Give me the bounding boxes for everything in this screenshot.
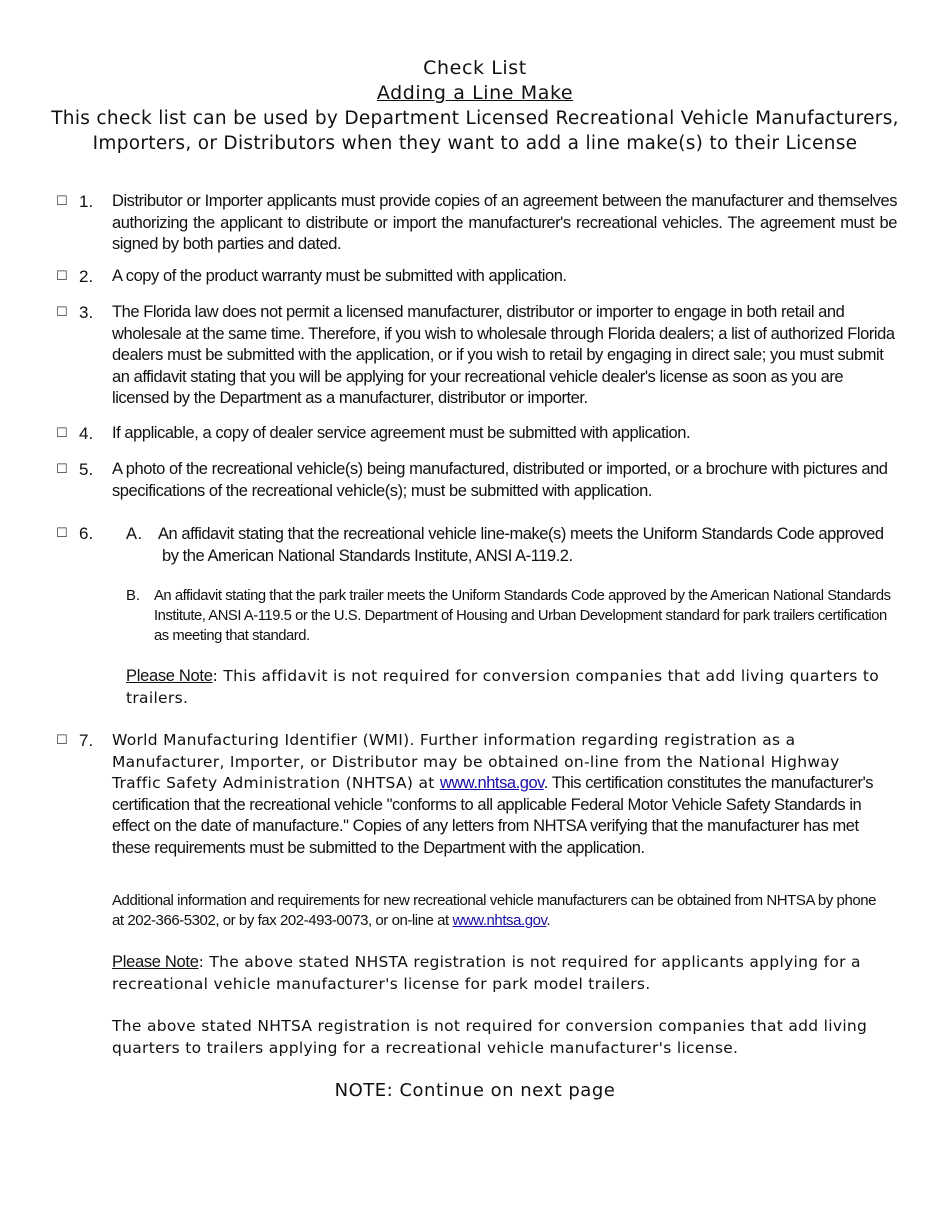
page-title: Check List [423,57,527,79]
checkbox[interactable]: ☐ [56,525,68,540]
item-number: 1. [79,192,94,211]
additional-info-end: . [546,912,551,929]
item-text: The Florida law does not permit a licensed manufacturer, distributor or importer to engage in both retail and wholesale at the same time. Therefore, if you wish to wholesale through Florida dealers; a list of authorized Florida dealers must be submitted with the application, or if you wish to retail by engaging in direct sale; you must submit an affidavit stating that you will be applying for your recreational vehicle dealer's license as soon as you are licensed by the Department as a manufacturer, distributor or importer. [112,303,895,407]
item-7-text-part2: . This certification constitutes the manufacturer's certification that the recreational vehicle "conforms to all applicable Federal Motor Vehicle Safety Standards in effect on the date of manufacture." Copies of any letters from NHTSA verifying that the manufacturer has met these requirements must be submitted to the Department with the application. [112,774,874,857]
note-label: Please Note [112,953,199,971]
nhtsa-link[interactable]: www.nhtsa.gov [439,774,544,792]
note-label: Please Note [126,667,213,685]
note-text: : This affidavit is not required for conversion companies that add living quarters to trailers. [126,667,880,707]
checkbox[interactable]: ☐ [56,304,68,319]
item-number: 4. [79,424,94,443]
continue-note: NOTE: Continue on next page [334,1080,616,1101]
sub-item-label: A. [126,525,143,543]
item-7-note [112,952,882,995]
item-number: 2. [79,267,94,286]
item-text: If applicable, a copy of dealer service agreement must be submitted with application. [112,424,691,442]
item-text: Distributor or Importer applicants must provide copies of an agreement between the manufacturer and themselves authorizing the applicant to distribute or import the manufacturer's recreational vehicles. The agreement must be signed by both parties and dated. [112,192,897,253]
sub-item-text: An affidavit stating that the park trailer meets the Uniform Standards Code approved by the American National Standards Institute, ANSI A-119.5 or the U.S. Department of Housing and Urban Development standard for park trailers certification as meeting that standard. [154,588,891,644]
checkbox[interactable]: ☐ [56,732,68,747]
item-6-note [126,666,896,709]
nhtsa-link-2[interactable]: www.nhtsa.gov [452,912,547,929]
page-subtitle: Adding a Line Make [376,82,574,104]
item-text: A photo of the recreational vehicle(s) being manufactured, distributed or imported, or a brochure with pictures and specifications of the recreational vehicle(s); must be submitted with application. [112,460,888,500]
item-number: 7. [79,731,94,750]
additional-info [112,891,882,931]
item-number: 6. [79,524,94,543]
item-number: 3. [79,303,94,322]
checkbox[interactable]: ☐ [56,193,68,208]
checkbox[interactable]: ☐ [56,461,68,476]
checkbox[interactable]: ☐ [56,268,68,283]
item-7-text [112,730,877,859]
sub-item-label: B. [126,587,141,604]
additional-info-text: Additional information and requirements for new recreational vehicle manufacturers can be obtained from NHTSA by phone at 202-366-5302, or by fax 202-493-0073, or on-line at [112,892,877,929]
sub-item-text: An affidavit stating that the recreational vehicle line-make(s) meets the Uniform Standards Code approved by the American National Standards Institute, ANSI A-119.2. [158,525,884,565]
item-text: A copy of the product warranty must be submitted with application. [112,267,567,285]
note-text: : The above stated NHSTA registration is not required for applicants applying for a recreational vehicle manufacturer's license for park model trailers. [112,953,861,993]
page-description: This check list can be used by Department Licensed Recreational Vehicle Manufacturers, Importers, or Distributors when they want to add a line make(s) to their License [51,108,899,154]
conversion-note: The above stated NHTSA registration is not required for conversion companies that add living quarters to trailers applying for a recreational vehicle manufacturer's license. [112,1017,868,1057]
item-number: 5. [79,460,94,479]
checkbox[interactable]: ☐ [56,425,68,440]
item-7-text-part1: World Manufacturing Identifier (WMI). Further information regarding registration as a Manufacturer, Importer, or Distributor may be obtained on-line from the National Highway Traffic Safety Administration (NHTSA) at [112,731,840,792]
page-header [0,56,950,156]
